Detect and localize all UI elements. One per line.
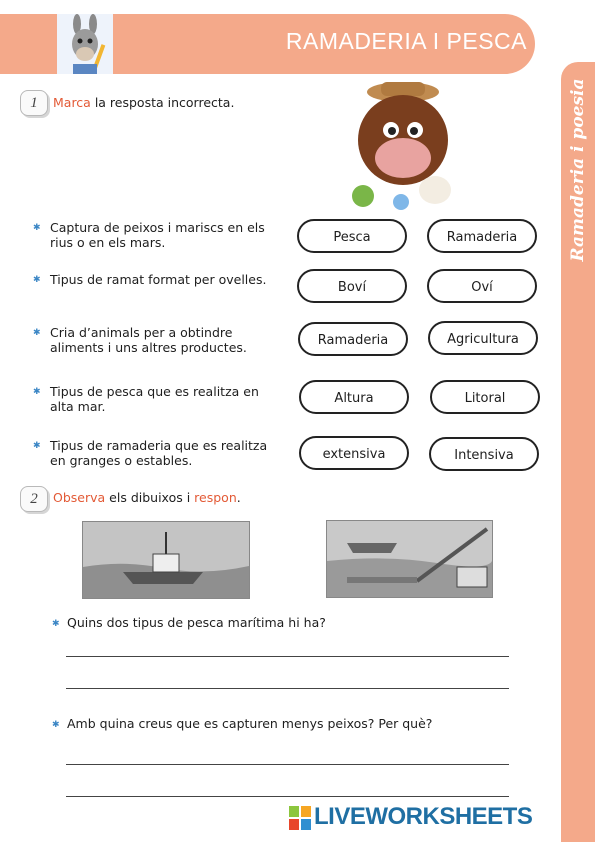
- question-text: Tipus de ramaderia que es realitza en granges o estables.: [50, 438, 268, 468]
- bullet-icon: ✱: [33, 275, 41, 285]
- footer-logo-text: LIVEWORKSHEETS: [314, 803, 533, 830]
- option-extensiva[interactable]: extensiva: [299, 436, 409, 470]
- option-bovi[interactable]: Boví: [297, 269, 407, 303]
- exercise1-instruction: [53, 95, 234, 110]
- instruction-text: la resposta incorrecta.: [94, 95, 235, 110]
- question-text: Quins dos tipus de pesca marítima hi ha?: [67, 615, 326, 630]
- page-title: RAMADERIA I PESCA: [285, 28, 527, 54]
- liveworksheets-logo-icon: [289, 806, 311, 830]
- option-ovi[interactable]: Oví: [427, 269, 537, 303]
- option-ramaderia[interactable]: Ramaderia: [427, 219, 537, 253]
- side-label: Ramaderia i poesia: [568, 78, 588, 262]
- answer-line[interactable]: [66, 688, 509, 689]
- donkey-mascot-image: [57, 14, 113, 74]
- option-agricultura[interactable]: Agricultura: [428, 321, 538, 355]
- question-text: Amb quina creus que es capturen menys peixos? Per què?: [67, 716, 433, 731]
- option-ramaderia[interactable]: Ramaderia: [298, 322, 408, 356]
- answer-line[interactable]: [66, 656, 509, 657]
- option-pesca[interactable]: Pesca: [297, 219, 407, 253]
- bullet-icon: ✱: [52, 720, 60, 730]
- option-altura[interactable]: Altura: [299, 380, 409, 414]
- instruction-keyword: Marca: [53, 95, 91, 110]
- deep-sea-fishing-boat-image: [82, 521, 250, 599]
- bullet-icon: ✱: [33, 328, 41, 338]
- instruction-keyword: Observa: [53, 490, 106, 505]
- option-litoral[interactable]: Litoral: [430, 380, 540, 414]
- bullet-icon: ✱: [52, 619, 60, 629]
- answer-line[interactable]: [66, 764, 509, 765]
- exercise2-instruction: [53, 490, 241, 505]
- question-text: Tipus de pesca que es realitza en alta mar.: [50, 384, 259, 414]
- coastal-fishing-pier-image: [326, 520, 493, 598]
- answer-line[interactable]: [66, 796, 509, 797]
- instruction-text: .: [236, 490, 241, 505]
- question-text: Captura de peixos i mariscs en els rius o en els mars.: [50, 220, 265, 250]
- instruction-text: els dibuixos i: [109, 490, 191, 505]
- option-intensiva[interactable]: Intensiva: [429, 437, 539, 471]
- bullet-icon: ✱: [33, 223, 41, 233]
- instruction-keyword: respon: [194, 490, 237, 505]
- farm-animals-illustration: [343, 78, 463, 218]
- exercise-number: 2: [20, 486, 48, 512]
- bullet-icon: ✱: [33, 441, 41, 451]
- exercise-number: 1: [20, 90, 48, 116]
- bullet-icon: ✱: [33, 387, 41, 397]
- question-text: Cria d’animals per a obtindre aliments i uns altres productes.: [50, 325, 247, 355]
- question-text: Tipus de ramat format per ovelles.: [50, 272, 267, 287]
